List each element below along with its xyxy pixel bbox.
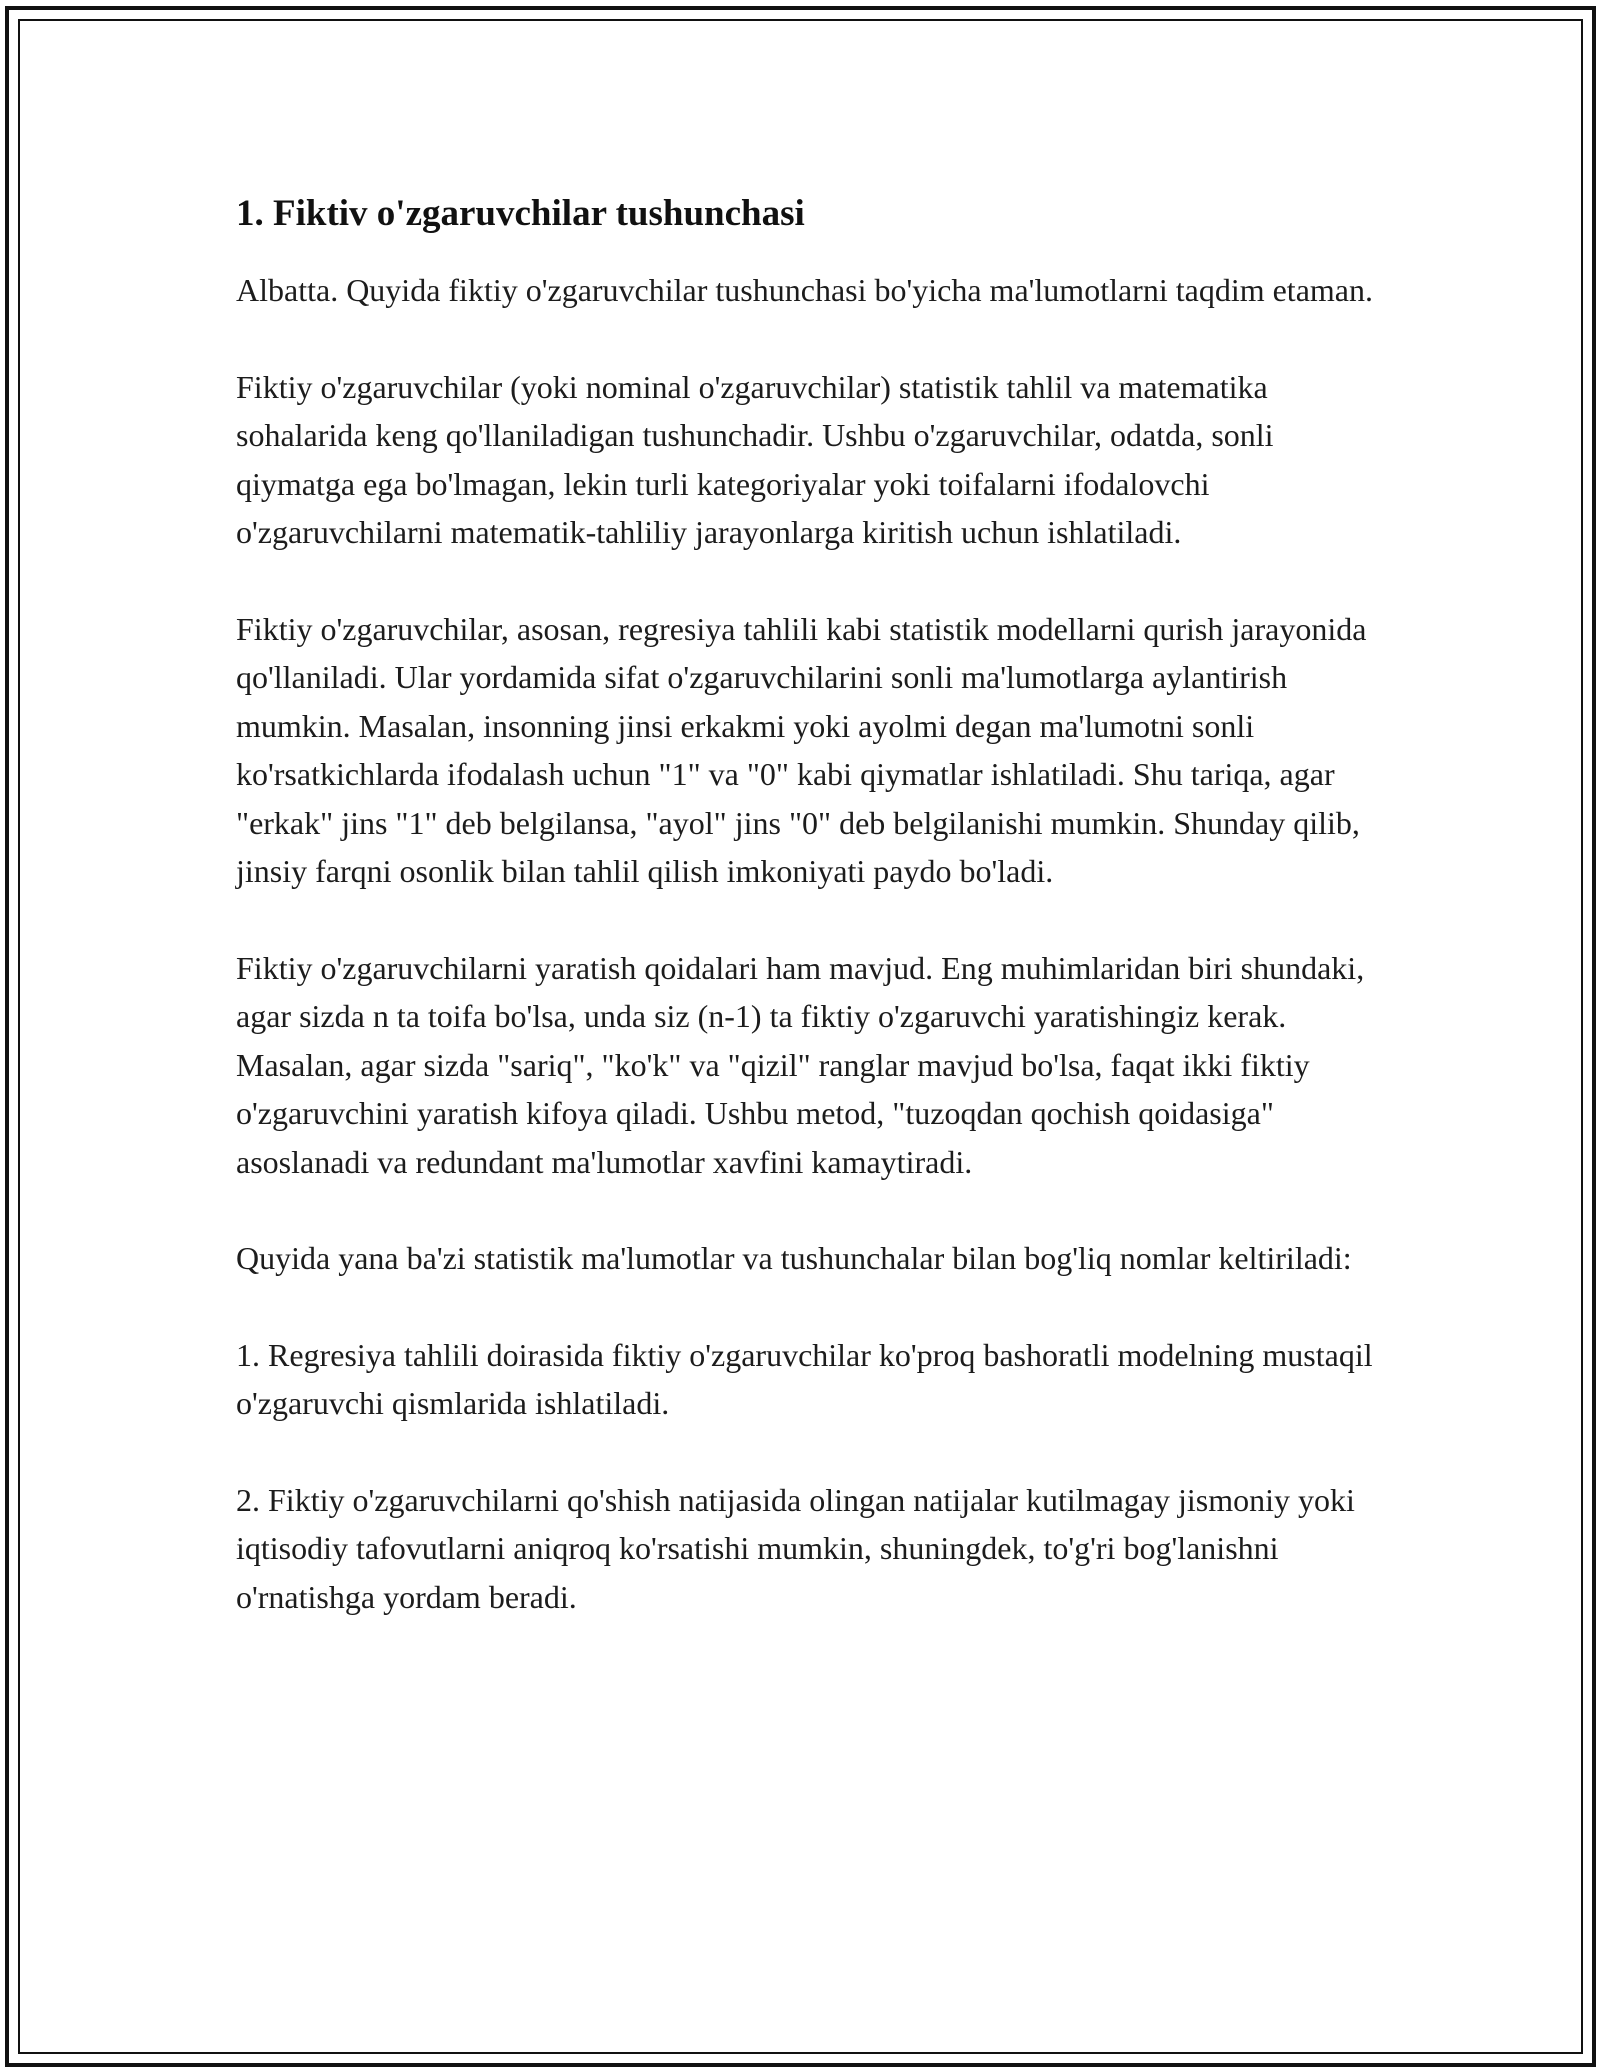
paragraph-list-intro: Quyida yana ba'zi statistik ma'lumotlar va tushunchalar bilan bog'liq nomlar keltiriladi: [236, 1240, 1352, 1276]
paragraph-definition: Fiktiy o'zgaruvchilar (yoki nominal o'zgaruvchilar) statistik tahlil va matematika sohalarida keng qo'llaniladigan tushunchadir. Ushbu o'zgaruvchilar, odatda, sonli qiymatga ega bo'lmagan, lekin turli kategoriyalar yoki toifalarni ifodalovchi o'zgaruvchilarni matematik-tahliliy jarayonlarga kiritish uchun ishlatiladi. [236, 368, 1274, 550]
document-body [236, 182, 1381, 1621]
list-item-1: 1. Regresiya tahlili doirasida fiktiy o'zgaruvchilar ko'proq bashoratli modelning mustaqil o'zgaruvchi qismlarida ishlatiladi. [236, 1336, 1373, 1421]
paragraph-intro: Albatta. Quyida fiktiy o'zgaruvchilar tushunchasi bo'yicha ma'lumotlarni taqdim etaman. [236, 272, 1373, 308]
paragraph-regression-usage: Fiktiy o'zgaruvchilar, asosan, regresiya tahlili kabi statistik modellarni qurish jarayonida qo'llaniladi. Ular yordamida sifat o'zgaruvchilarini sonli ma'lumotlarga aylantirish mumkin. Masalan, insonning jinsi erkakmi yoki ayolmi degan ma'lumotni sonli ko'rsatkichlarda ifodalash uchun "1" va "0" kabi qiymatlar ishlatiladi. Shu tariqa, agar "erkak" jins "1" deb belgilansa, "ayol" jins "0" deb belgilanishi mumkin. Shunday qilib, jinsiy farqni osonlik bilan tahlil qilish imkoniyati paydo bo'ladi. [236, 610, 1367, 889]
paragraph-creation-rules: Fiktiy o'zgaruvchilarni yaratish qoidalari ham mavjud. Eng muhimlaridan biri shundaki, agar sizda n ta toifa bo'lsa, unda siz (n-1) ta fiktiy o'zgaruvchi yaratishingiz kerak. Masalan, agar sizda "sariq", "ko'k" va "qizil" ranglar mavjud bo'lsa, faqat ikki fiktiy o'zgaruvchini yaratish kifoya qiladi. Ushbu metod, "tuzoqdan qochish qoidasiga" asoslanadi va redundant ma'lumotlar xavfini kamaytiradi. [236, 949, 1365, 1180]
list-item-2: 2. Fiktiy o'zgaruvchilarni qo'shish natijasida olingan natijalar kutilmagay jismoniy yoki iqtisodiy tafovutlarni aniqroq ko'rsatishi mumkin, shuningdek, to'g'ri bog'lanishni o'rnatishga yordam beradi. [236, 1481, 1355, 1615]
section-heading: 1. Fiktiv o'zgaruvchilar tushunchasi [236, 193, 805, 234]
